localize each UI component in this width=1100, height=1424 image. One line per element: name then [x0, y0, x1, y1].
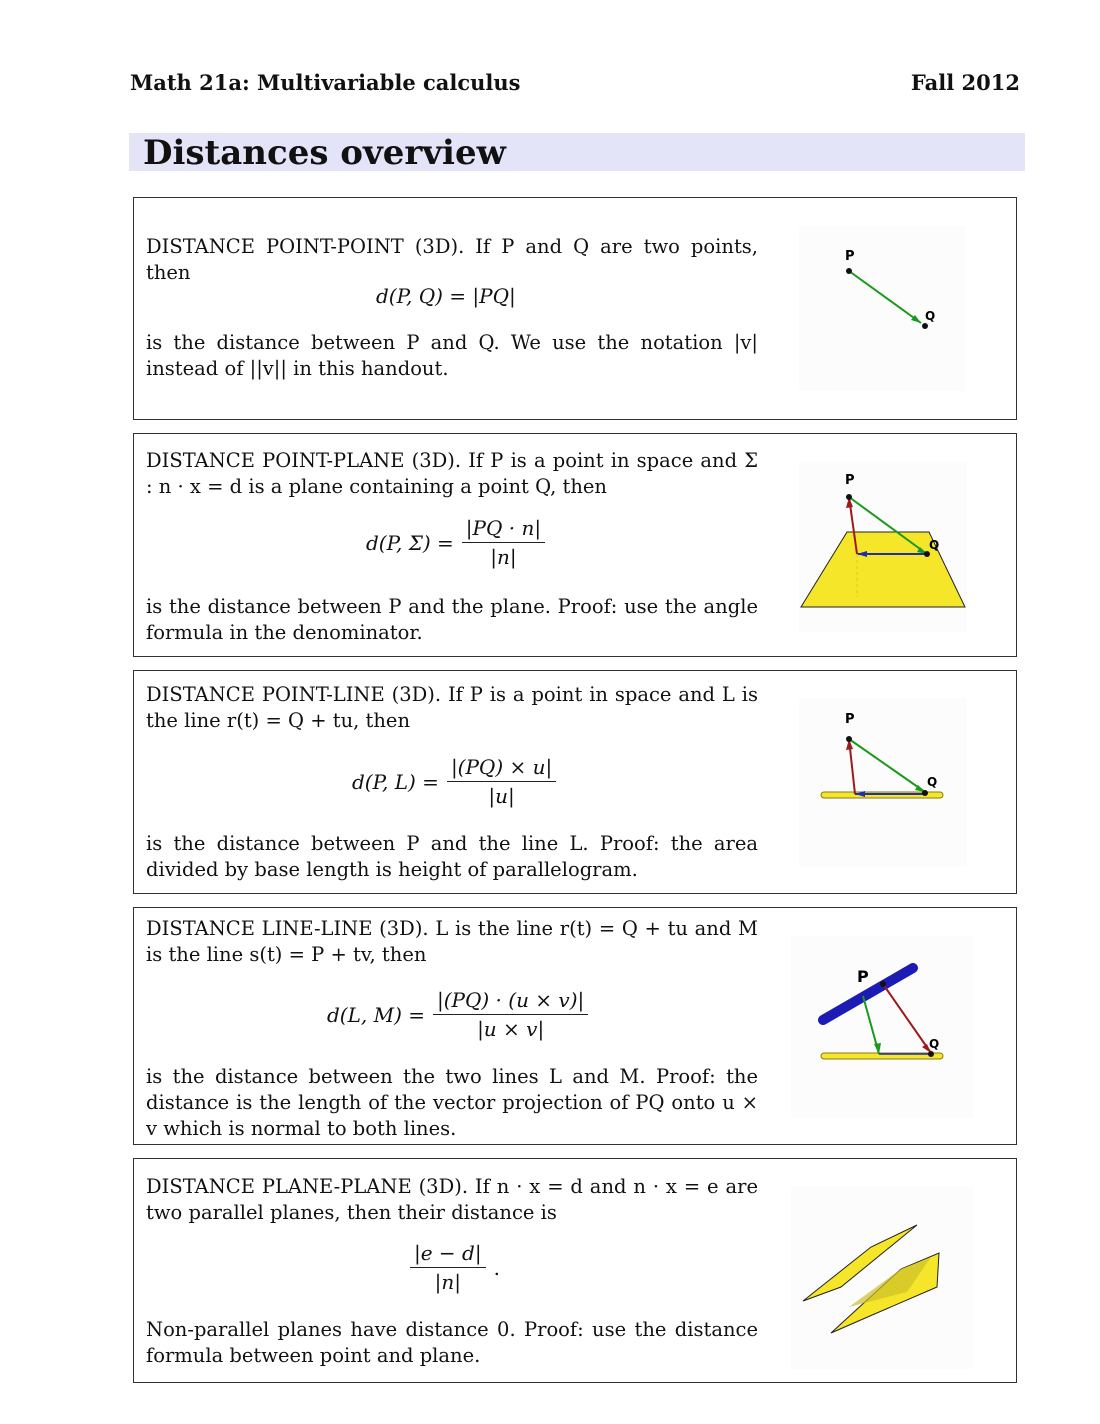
label-p: P — [845, 712, 855, 727]
label-p: P — [845, 473, 855, 488]
formula-denominator: |u × v| — [477, 1017, 545, 1041]
section-text-top: DISTANCE POINT-LINE (3D). If P is a point in space and L is the line r(t) = Q + tu, then — [146, 683, 758, 732]
formula-numerator: |PQ · n| — [462, 516, 545, 543]
section-point-plane — [133, 433, 1017, 657]
formula-numerator: |(PQ) × u| — [447, 755, 556, 782]
course-header: Math 21a: Multivariable calculus — [130, 70, 521, 95]
section-text-bottom: is the distance between P and Q. We use the notation |v| instead of ||v|| in this handout. — [146, 331, 758, 380]
section-text-top: DISTANCE LINE-LINE (3D). L is the line r(t) = Q + tu and M is the line s(t) = P + tv, then — [146, 917, 758, 966]
label-q: Q — [929, 538, 940, 552]
formula-fraction — [433, 988, 588, 1041]
section-point-line — [133, 670, 1017, 894]
formula — [327, 988, 588, 1041]
section-text-top: DISTANCE POINT-POINT (3D). If P and Q are two points, then — [146, 235, 758, 284]
figure-plane-plane — [791, 1187, 973, 1369]
formula-lhs: d(P, L) = — [352, 769, 439, 794]
formula-tail: . — [493, 1255, 500, 1280]
section-text-top: DISTANCE PLANE-PLANE (3D). If n · x = d and n · x = e are two parallel planes, then their distance is — [146, 1175, 758, 1224]
page-title: Distances overview — [143, 133, 506, 173]
formula — [352, 755, 556, 808]
label-q: Q — [929, 1037, 940, 1051]
figure-line-line — [791, 936, 973, 1118]
figure-point-point — [799, 226, 965, 391]
section-point-point — [133, 197, 1017, 420]
formula-fraction — [410, 1241, 486, 1294]
formula — [402, 1241, 500, 1294]
formula-lhs: d(L, M) = — [327, 1002, 425, 1027]
label-q: Q — [925, 309, 936, 323]
figure-point-line — [799, 699, 967, 867]
term-header: Fall 2012 — [910, 70, 1020, 95]
section-text-bottom: is the distance between P and the plane. Proof: use the angle formula in the denominator. — [146, 595, 758, 644]
formula — [366, 516, 545, 569]
formula-lhs: d(P, Q) = |PQ| — [376, 284, 516, 308]
formula-denominator: |n| — [490, 545, 517, 569]
formula-fraction — [447, 755, 556, 808]
title-banner — [129, 133, 1025, 171]
figure-point-plane — [799, 462, 967, 632]
section-text-top: DISTANCE POINT-PLANE (3D). If P is a point in space and Σ : n · x = d is a plane containing a point Q, then — [146, 449, 758, 498]
section-text-bottom: is the distance between the two lines L and M. Proof: the distance is the length of the vector projection of PQ onto u × v which is normal to both lines. — [146, 1065, 758, 1140]
formula-denominator: |n| — [434, 1270, 461, 1294]
formula — [376, 284, 516, 308]
formula-numerator: |(PQ) · (u × v)| — [433, 988, 588, 1015]
formula-denominator: |u| — [488, 784, 515, 808]
section-plane-plane — [133, 1158, 1017, 1383]
label-p: P — [857, 967, 869, 986]
formula-fraction — [462, 516, 545, 569]
label-q: Q — [927, 775, 938, 789]
formula-lhs: d(P, Σ) = — [366, 530, 454, 555]
formula-numerator: |e − d| — [410, 1241, 486, 1268]
section-text-bottom: Non-parallel planes have distance 0. Proof: use the distance formula between point and plane. — [146, 1318, 758, 1367]
section-line-line — [133, 907, 1017, 1145]
section-text-bottom: is the distance between P and the line L. Proof: the area divided by base length is height of parallelogram. — [146, 832, 758, 881]
label-p: P — [845, 249, 855, 264]
